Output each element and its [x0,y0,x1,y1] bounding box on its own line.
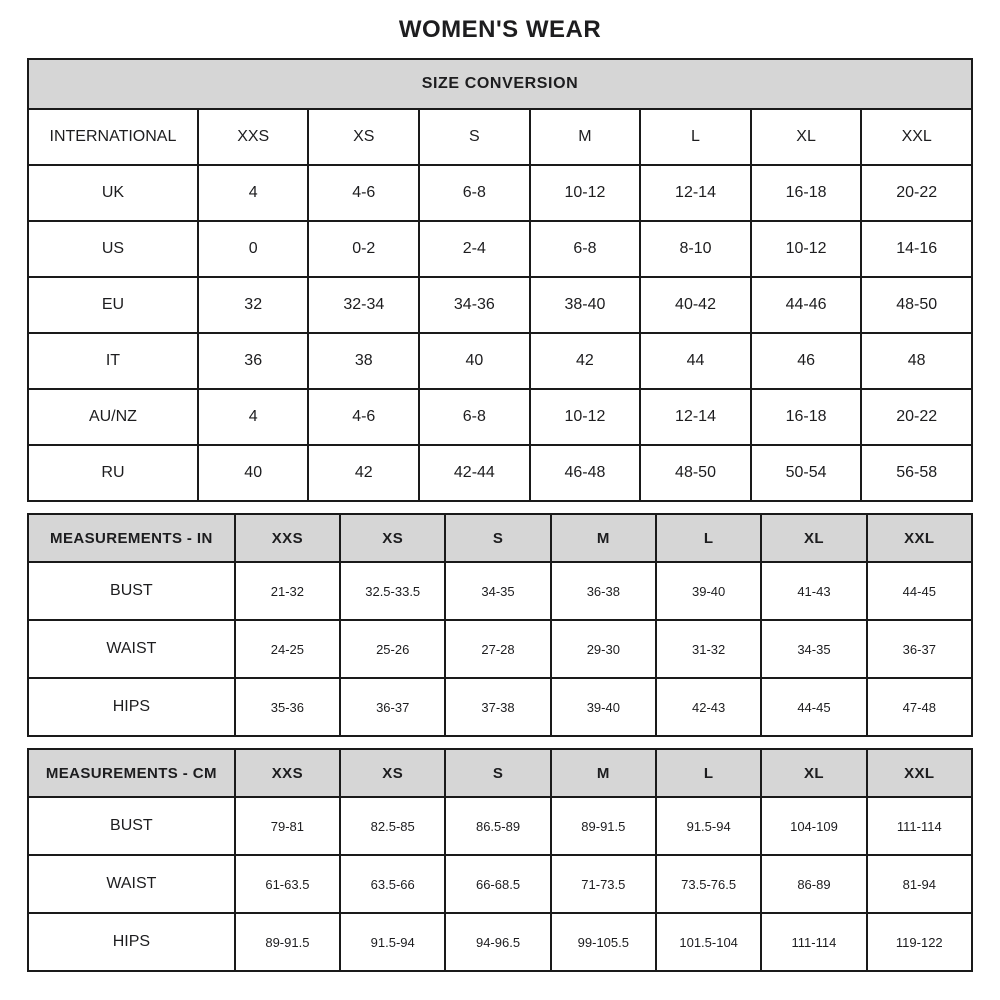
size_conversion-row-eu [28,277,972,333]
measurements_cm-row-hips [28,913,972,971]
value-cell: 29-30 [551,620,656,678]
value-cell: 47-48 [867,678,972,736]
value-cell: 46-48 [530,445,641,501]
size-conversion-table [27,58,973,502]
size_conversion-header-cell: XXS [198,109,309,165]
value-cell: 50-54 [751,445,862,501]
value-cell: 61-63.5 [235,855,340,913]
value-cell: 6-8 [530,221,641,277]
value-cell: 48-50 [640,445,751,501]
value-cell: 94-96.5 [445,913,550,971]
size_conversion-header-cell: L [640,109,751,165]
value-cell: 91.5-94 [656,797,761,855]
value-cell: 42 [308,445,419,501]
size_conversion-header-cell: XS [308,109,419,165]
value-cell: 36-38 [551,562,656,620]
value-cell: 10-12 [751,221,862,277]
value-cell: 40-42 [640,277,751,333]
measurements_cm-header-cell: XL [761,749,866,797]
value-cell: 38-40 [530,277,641,333]
value-cell: 32 [198,277,309,333]
value-cell: 42-43 [656,678,761,736]
value-cell: 35-36 [235,678,340,736]
value-cell: 48-50 [861,277,972,333]
value-cell: 39-40 [656,562,761,620]
value-cell: 39-40 [551,678,656,736]
value-cell: 10-12 [530,165,641,221]
measurements_in-header-cell: XXL [867,514,972,562]
value-cell: 36-37 [867,620,972,678]
value-cell: 16-18 [751,165,862,221]
measurements_cm-header-cell: MEASUREMENTS - CM [28,749,235,797]
size_conversion-header-cell: INTERNATIONAL [28,109,198,165]
value-cell: 31-32 [656,620,761,678]
value-cell: 36-37 [340,678,445,736]
size_conversion-header-cell: M [530,109,641,165]
value-cell: 4-6 [308,165,419,221]
value-cell: 0 [198,221,309,277]
value-cell: 6-8 [419,389,530,445]
value-cell: 21-32 [235,562,340,620]
value-cell: 42-44 [419,445,530,501]
measurements_in-header-cell: L [656,514,761,562]
measurements_cm-header-cell: XS [340,749,445,797]
measurements_in-header-cell: MEASUREMENTS - IN [28,514,235,562]
value-cell: 89-91.5 [235,913,340,971]
measurements-in-table [27,513,973,737]
row-label: RU [28,445,198,501]
value-cell: 86-89 [761,855,866,913]
value-cell: 104-109 [761,797,866,855]
measurements_in-row-hips [28,678,972,736]
value-cell: 86.5-89 [445,797,550,855]
value-cell: 36 [198,333,309,389]
row-label: IT [28,333,198,389]
value-cell: 32-34 [308,277,419,333]
value-cell: 66-68.5 [445,855,550,913]
value-cell: 25-26 [340,620,445,678]
value-cell: 37-38 [445,678,550,736]
value-cell: 4 [198,389,309,445]
value-cell: 10-12 [530,389,641,445]
value-cell: 101.5-104 [656,913,761,971]
value-cell: 40 [198,445,309,501]
size_conversion-row-au-nz [28,389,972,445]
value-cell: 63.5-66 [340,855,445,913]
size_conversion-row-it [28,333,972,389]
value-cell: 27-28 [445,620,550,678]
measurements_cm-header-row [28,749,972,797]
value-cell: 44-46 [751,277,862,333]
value-cell: 12-14 [640,165,751,221]
row-label: HIPS [28,913,235,971]
value-cell: 16-18 [751,389,862,445]
value-cell: 8-10 [640,221,751,277]
measurements_in-row-waist [28,620,972,678]
measurements_cm-row-waist [28,855,972,913]
value-cell: 42 [530,333,641,389]
measurements_in-header-cell: M [551,514,656,562]
value-cell: 81-94 [867,855,972,913]
size_conversion-title: SIZE CONVERSION [28,59,972,109]
value-cell: 111-114 [867,797,972,855]
size_conversion-header-cell: XL [751,109,862,165]
row-label: AU/NZ [28,389,198,445]
value-cell: 24-25 [235,620,340,678]
value-cell: 44-45 [867,562,972,620]
value-cell: 71-73.5 [551,855,656,913]
value-cell: 2-4 [419,221,530,277]
value-cell: 48 [861,333,972,389]
measurements_in-header-cell: XS [340,514,445,562]
size_conversion-header-cell: XXL [861,109,972,165]
size_conversion-header-row [28,109,972,165]
value-cell: 41-43 [761,562,866,620]
value-cell: 111-114 [761,913,866,971]
page-title: WOMEN'S WEAR [398,16,602,43]
measurements_cm-header-cell: M [551,749,656,797]
value-cell: 79-81 [235,797,340,855]
row-label: UK [28,165,198,221]
measurements_in-header-cell: XL [761,514,866,562]
measurements_cm-header-cell: XXL [867,749,972,797]
measurements-cm-table [27,748,973,972]
value-cell: 38 [308,333,419,389]
row-label: HIPS [28,678,235,736]
measurements_in-row-bust [28,562,972,620]
row-label: WAIST [28,855,235,913]
value-cell: 34-36 [419,277,530,333]
measurements_in-header-cell: S [445,514,550,562]
row-label: EU [28,277,198,333]
row-label: BUST [28,562,235,620]
value-cell: 14-16 [861,221,972,277]
row-label: US [28,221,198,277]
row-label: WAIST [28,620,235,678]
measurements_cm-header-cell: XXS [235,749,340,797]
value-cell: 56-58 [861,445,972,501]
value-cell: 89-91.5 [551,797,656,855]
measurements_cm-row-bust [28,797,972,855]
value-cell: 91.5-94 [340,913,445,971]
value-cell: 20-22 [861,165,972,221]
value-cell: 46 [751,333,862,389]
value-cell: 40 [419,333,530,389]
value-cell: 73.5-76.5 [656,855,761,913]
size_conversion-row-ru [28,445,972,501]
value-cell: 4 [198,165,309,221]
value-cell: 34-35 [761,620,866,678]
measurements_cm-header-cell: L [656,749,761,797]
measurements_in-header-cell: XXS [235,514,340,562]
value-cell: 99-105.5 [551,913,656,971]
value-cell: 20-22 [861,389,972,445]
value-cell: 32.5-33.5 [340,562,445,620]
value-cell: 12-14 [640,389,751,445]
value-cell: 4-6 [308,389,419,445]
value-cell: 44 [640,333,751,389]
row-label: BUST [28,797,235,855]
value-cell: 82.5-85 [340,797,445,855]
value-cell: 0-2 [308,221,419,277]
value-cell: 119-122 [867,913,972,971]
value-cell: 44-45 [761,678,866,736]
size_conversion-row-uk [28,165,972,221]
measurements_cm-header-cell: S [445,749,550,797]
measurements_in-header-row [28,514,972,562]
size_conversion-header-cell: S [419,109,530,165]
value-cell: 6-8 [419,165,530,221]
size_conversion-row-us [28,221,972,277]
value-cell: 34-35 [445,562,550,620]
size_conversion-title-row [28,59,972,109]
